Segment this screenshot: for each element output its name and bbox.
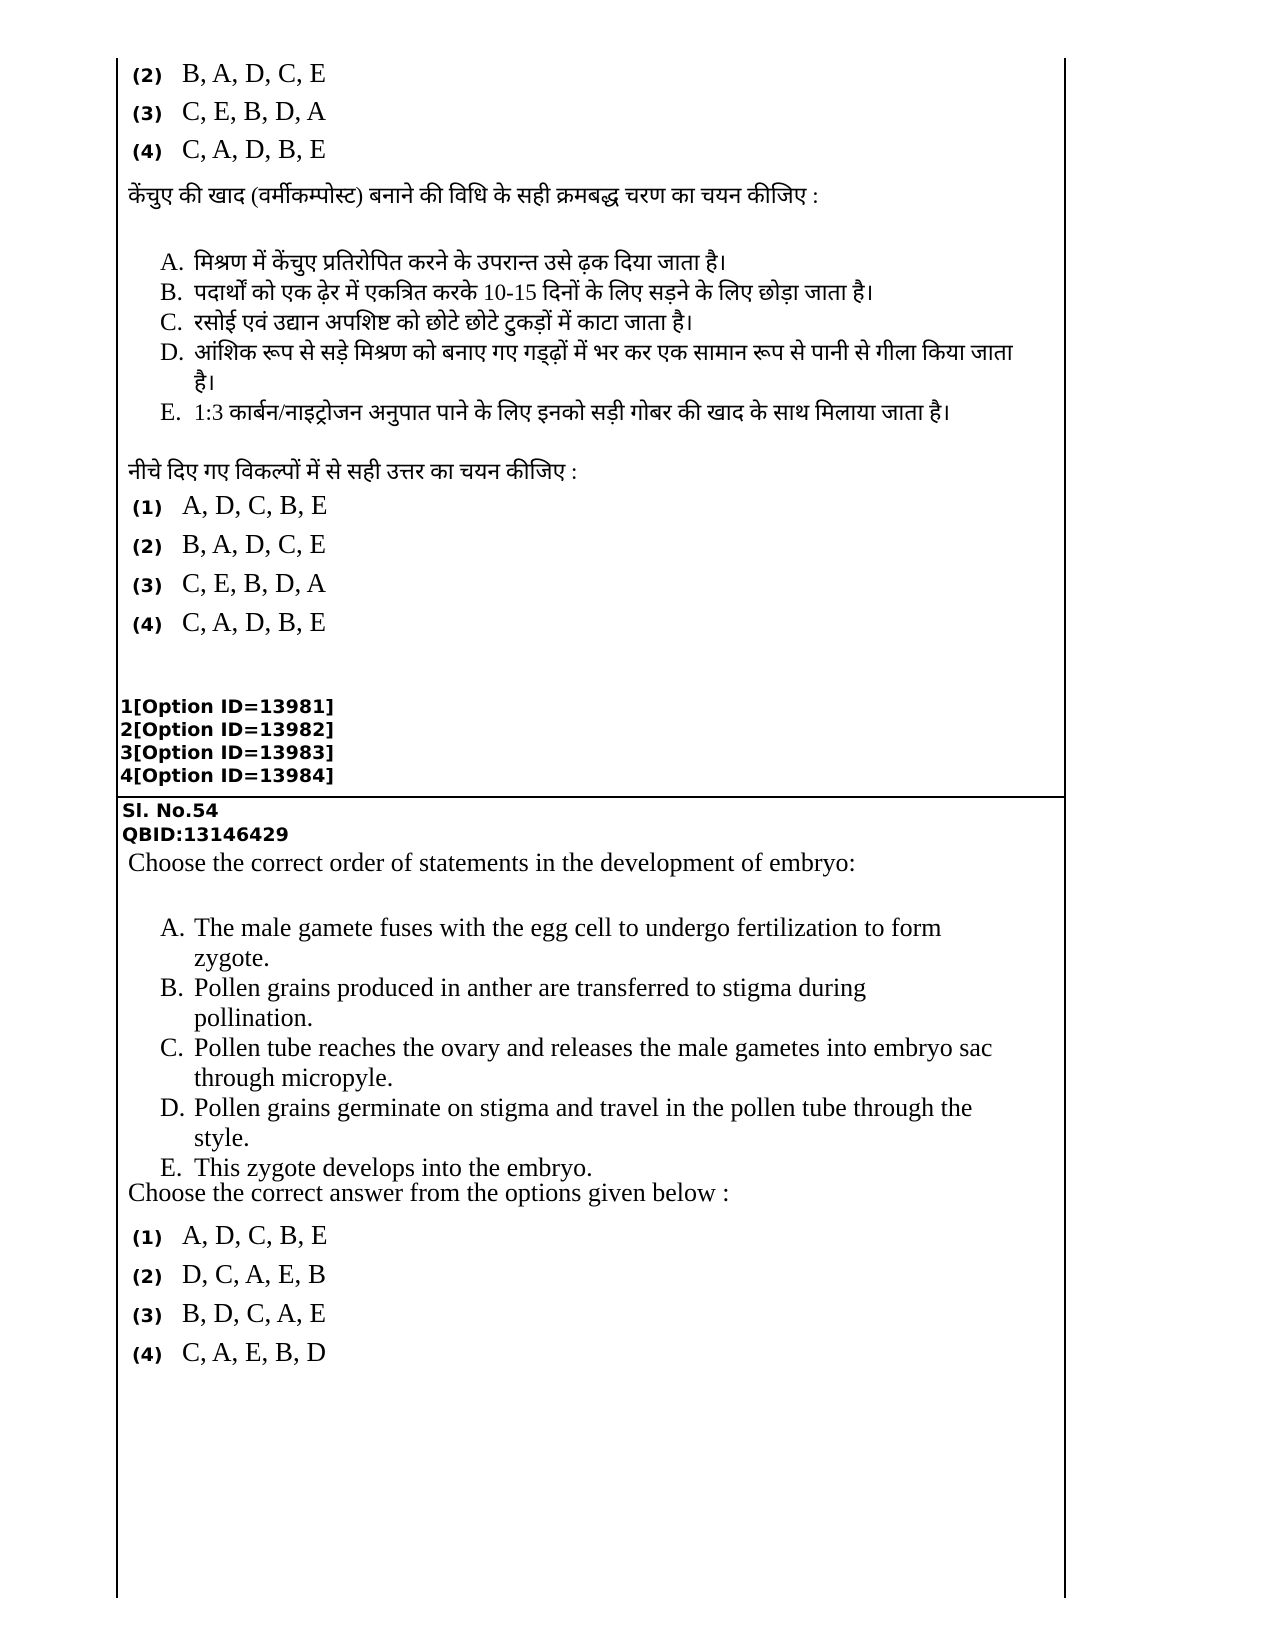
statement-letter: D. bbox=[160, 339, 185, 366]
statement-text: Pollen grains germinate on stigma and travel in the pollen tube through the style. bbox=[194, 1093, 973, 1152]
statement-letter: C. bbox=[160, 309, 183, 336]
option-value: C, A, E, B, D bbox=[182, 1337, 327, 1367]
section-divider bbox=[118, 796, 1064, 798]
hindi-instruction: नीचे दिए गए विकल्पों में से सही उत्तर का चयन कीजिए : bbox=[128, 459, 578, 484]
option-id: 3[Option ID=13983] bbox=[120, 742, 334, 764]
statement-text: मिश्रण में केंचुए प्रतिरोपित करने के उपरान्त उसे ढ़क दिया जाता है। bbox=[194, 250, 727, 275]
statement-letter: E. bbox=[160, 1153, 183, 1182]
option-number: (3) bbox=[132, 1305, 163, 1327]
statement-text: Pollen grains produced in anther are transferred to stigma during pollination. bbox=[194, 973, 867, 1032]
statement-text: The male gamete fuses with the egg cell to undergo fertilization to form zygote. bbox=[194, 913, 942, 972]
option-item bbox=[132, 1337, 326, 1368]
statement-list bbox=[160, 913, 1040, 1183]
option-value: B, D, C, A, E bbox=[182, 1298, 327, 1328]
statement-letter: A. bbox=[160, 249, 185, 276]
statement-item bbox=[160, 973, 1040, 1033]
option-value: D, C, A, E, B bbox=[182, 1259, 327, 1289]
question-frame bbox=[116, 58, 1066, 1598]
statement-letter: B. bbox=[160, 279, 183, 306]
statement-text: आंशिक रूप से सड़े मिश्रण को बनाए गए गड्ढ़ों में भर कर एक सामान रूप से पानी से गीला किया जाता है। bbox=[194, 340, 1013, 395]
statement-letter: C. bbox=[160, 1033, 184, 1062]
question-prompt: Choose the correct order of statements in the development of embryo: bbox=[128, 848, 856, 877]
statement-item bbox=[160, 278, 1020, 308]
option-item bbox=[132, 568, 326, 599]
qbid: QBID:13146429 bbox=[122, 824, 289, 846]
option-value: A, D, C, B, E bbox=[182, 1220, 328, 1250]
option-value: A, D, C, B, E bbox=[182, 490, 328, 520]
statement-text: This zygote develops into the embryo. bbox=[194, 1153, 593, 1182]
hindi-statement-list bbox=[160, 248, 1020, 428]
statement-letter: B. bbox=[160, 973, 184, 1002]
option-number: (4) bbox=[132, 614, 163, 636]
statement-text: रसोई एवं उद्यान अपशिष्ट को छोटे छोटे टुकड़ों में काटा जाता है। bbox=[194, 310, 693, 335]
option-item bbox=[132, 1298, 326, 1329]
option-item bbox=[132, 1220, 328, 1251]
statement-item bbox=[160, 1093, 1040, 1153]
option-number: (2) bbox=[132, 536, 163, 558]
statement-letter: A. bbox=[160, 913, 186, 942]
option-id: 2[Option ID=13982] bbox=[120, 719, 334, 741]
statement-text: पदार्थों को एक ढ़ेर में एकत्रित करके 10-15 दिनों के लिए सड़ने के लिए छोड़ा जाता है। bbox=[194, 280, 874, 305]
option-value: B, A, D, C, E bbox=[182, 529, 327, 559]
option-id-list bbox=[120, 696, 334, 788]
statement-letter: D. bbox=[160, 1093, 186, 1122]
option-value: C, E, B, D, A bbox=[182, 568, 327, 598]
statement-item bbox=[160, 308, 1020, 338]
serial-number: Sl. No.54 bbox=[122, 800, 219, 822]
statement-item bbox=[160, 338, 1020, 398]
option-number: (1) bbox=[132, 497, 163, 519]
option-item bbox=[132, 1259, 326, 1290]
option-number: (3) bbox=[132, 103, 163, 125]
option-item bbox=[132, 607, 326, 638]
statement-item bbox=[160, 1033, 1040, 1093]
hindi-question-prompt: केंचुए की खाद (वर्मीकम्पोस्ट) बनाने की विधि के सही क्रमबद्ध चरण का चयन कीजिए : bbox=[128, 183, 819, 208]
option-item bbox=[132, 529, 326, 560]
option-number: (2) bbox=[132, 65, 163, 87]
statement-text: 1:3 कार्बन/नाइट्रोजन अनुपात पाने के लिए इनको सड़ी गोबर की खाद के साथ मिलाया जाता है। bbox=[194, 400, 951, 425]
option-id: 4[Option ID=13984] bbox=[120, 765, 334, 787]
option-number: (3) bbox=[132, 575, 163, 597]
statement-text: Pollen tube reaches the ovary and releases the male gametes into embryo sac through micropyle. bbox=[194, 1033, 993, 1092]
statement-letter: E. bbox=[160, 399, 182, 426]
option-number: (4) bbox=[132, 1344, 163, 1366]
statement-item bbox=[160, 913, 1040, 973]
option-id: 1[Option ID=13981] bbox=[120, 696, 334, 718]
option-item bbox=[132, 58, 326, 89]
option-number: (1) bbox=[132, 1227, 163, 1249]
option-number: (4) bbox=[132, 141, 163, 163]
statement-item bbox=[160, 398, 1020, 428]
option-number: (2) bbox=[132, 1266, 163, 1288]
option-item bbox=[132, 490, 328, 521]
option-value: B, A, D, C, E bbox=[182, 58, 327, 88]
answer-instruction: Choose the correct answer from the options given below : bbox=[128, 1178, 730, 1207]
option-value: C, A, D, B, E bbox=[182, 607, 327, 637]
option-item bbox=[132, 96, 326, 127]
option-value: C, A, D, B, E bbox=[182, 134, 327, 164]
statement-item bbox=[160, 248, 1020, 278]
option-item bbox=[132, 134, 326, 165]
option-value: C, E, B, D, A bbox=[182, 96, 327, 126]
